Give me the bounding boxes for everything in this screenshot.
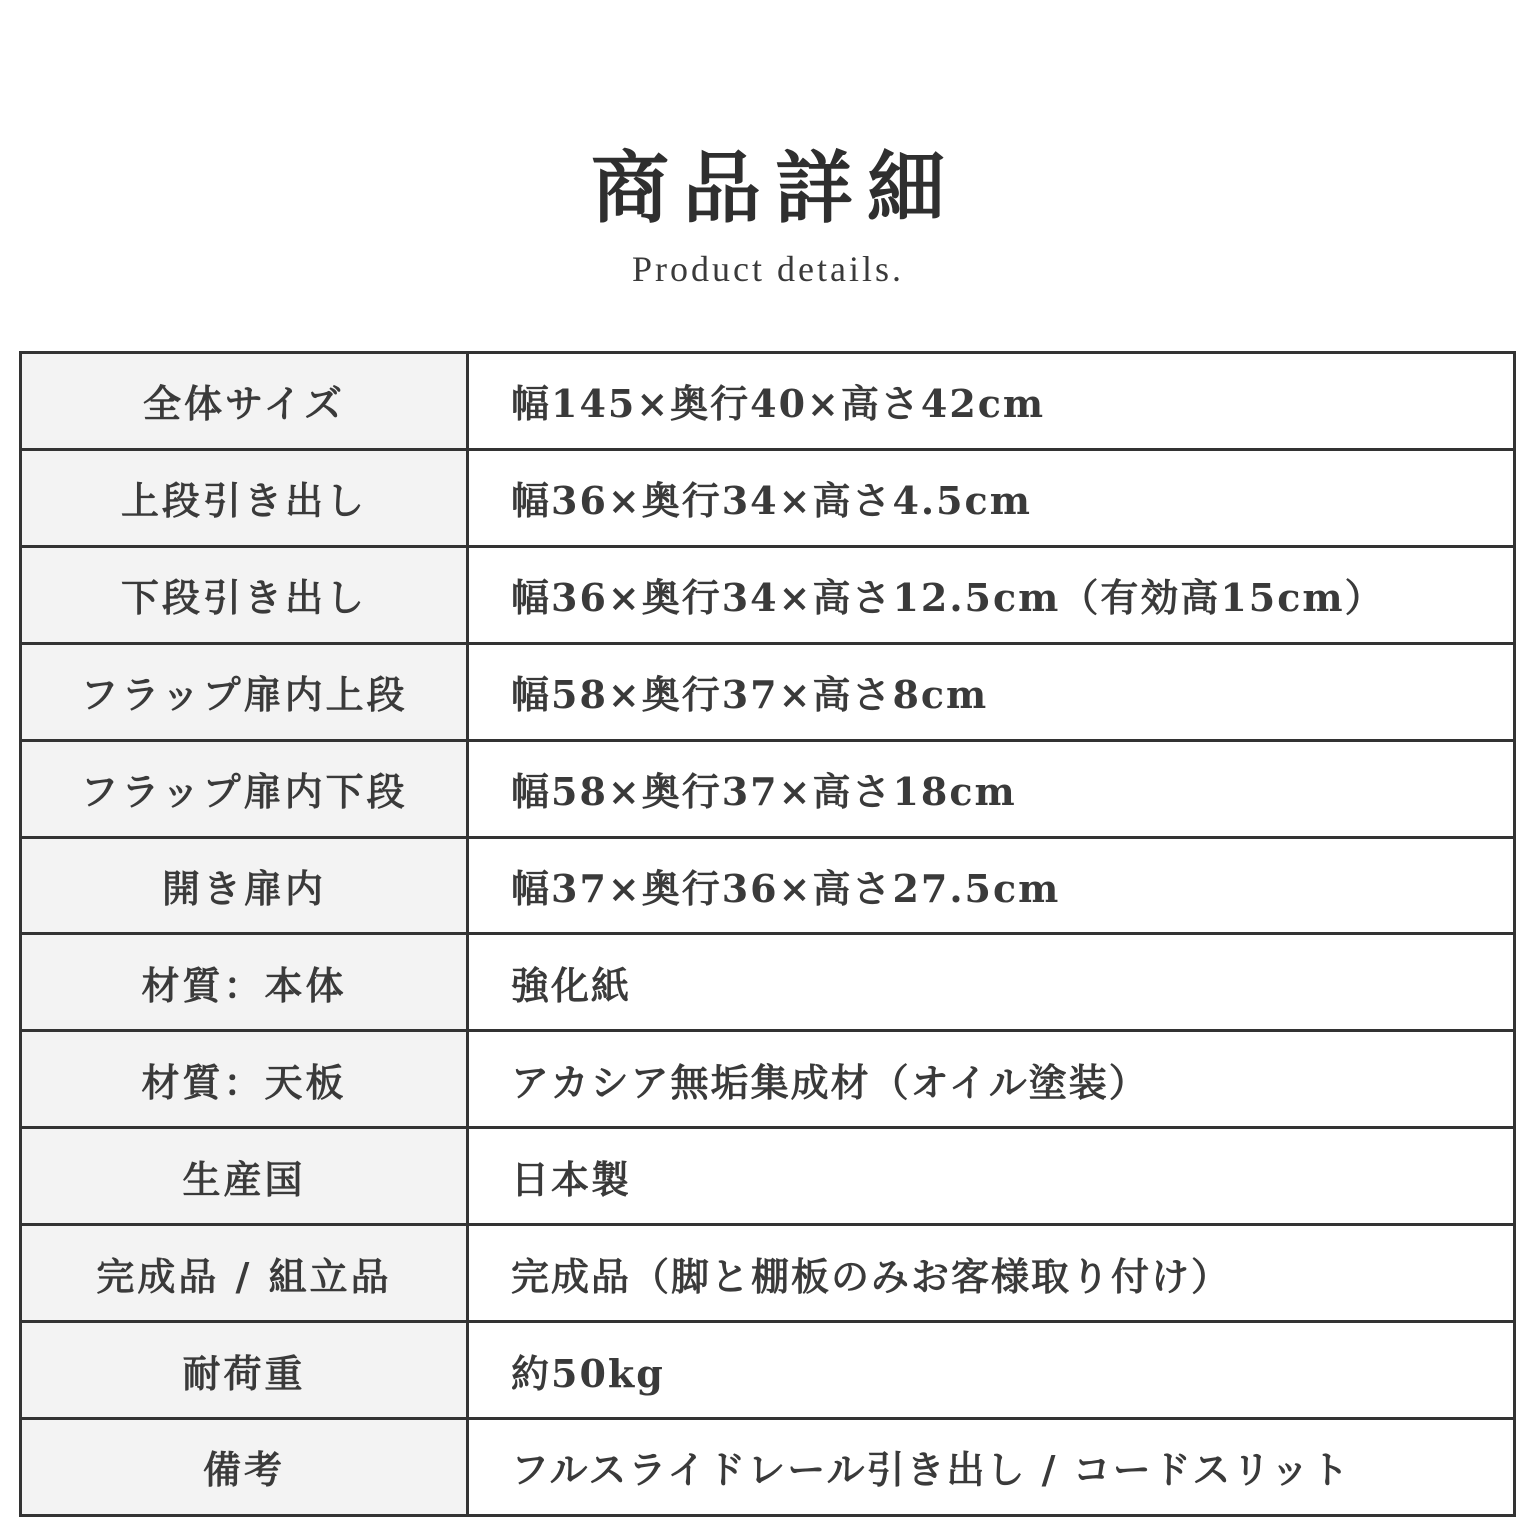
spec-label: フラップ扉内下段	[21, 740, 468, 837]
spec-row-lower-drawer	[21, 546, 1515, 643]
spec-label: 材質：本体	[21, 934, 468, 1031]
spec-value: 幅58×奥行37×高さ8cm	[468, 643, 1515, 740]
spec-row-overall-size	[21, 353, 1515, 450]
spec-row-origin	[21, 1128, 1515, 1225]
spec-value: 幅36×奥行34×高さ12.5cm（有効高15cm）	[468, 546, 1515, 643]
spec-value: フルスライドレール引き出し / コードスリット	[468, 1418, 1515, 1515]
spec-label: 上段引き出し	[21, 449, 468, 546]
spec-row-flap-upper	[21, 643, 1515, 740]
spec-label: 材質：天板	[21, 1031, 468, 1128]
spec-row-assembly	[21, 1225, 1515, 1322]
spec-value: 幅145×奥行40×高さ42cm	[468, 353, 1515, 450]
spec-label: フラップ扉内上段	[21, 643, 468, 740]
spec-row-notes	[21, 1418, 1515, 1515]
spec-label: 下段引き出し	[21, 546, 468, 643]
spec-label: 耐荷重	[21, 1322, 468, 1419]
spec-label: 備考	[21, 1418, 468, 1515]
spec-row-material-top	[21, 1031, 1515, 1128]
spec-value: 幅37×奥行36×高さ27.5cm	[468, 837, 1515, 934]
spec-value: 日本製	[468, 1128, 1515, 1225]
spec-label: 生産国	[21, 1128, 468, 1225]
spec-table	[19, 351, 1516, 1517]
spec-value: 幅36×奥行34×高さ4.5cm	[468, 449, 1515, 546]
spec-row-material-body	[21, 934, 1515, 1031]
spec-value: 強化紙	[468, 934, 1515, 1031]
spec-value: 幅58×奥行37×高さ18cm	[468, 740, 1515, 837]
spec-row-upper-drawer	[21, 449, 1515, 546]
page-title: 商品詳細	[590, 143, 959, 234]
spec-value: 完成品（脚と棚板のみお客様取り付け）	[468, 1225, 1515, 1322]
spec-value: アカシア無垢集成材（オイル塗装）	[468, 1031, 1515, 1128]
spec-label: 完成品 / 組立品	[21, 1225, 468, 1322]
spec-row-hinged-door	[21, 837, 1515, 934]
spec-value: 約50kg	[468, 1322, 1515, 1419]
spec-row-flap-lower	[21, 740, 1515, 837]
page-heading	[0, 143, 1536, 290]
spec-row-load-capacity	[21, 1322, 1515, 1419]
spec-label: 全体サイズ	[21, 353, 468, 450]
spec-label: 開き扉内	[21, 837, 468, 934]
page-subtitle: Product details.	[632, 249, 904, 289]
